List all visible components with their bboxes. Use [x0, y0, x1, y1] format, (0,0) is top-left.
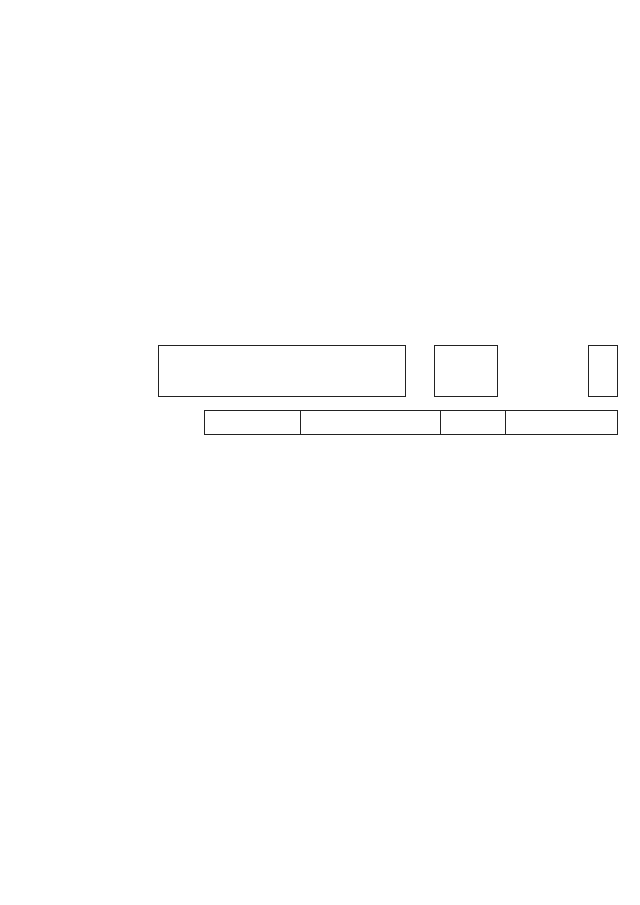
function-code-box: [434, 345, 498, 397]
origin-divider: [505, 410, 506, 435]
origin-divider: [300, 410, 301, 435]
origin-row: [204, 410, 618, 435]
function-name-box: [158, 345, 406, 397]
origin-divider: [440, 410, 441, 435]
level-box: [588, 345, 618, 397]
